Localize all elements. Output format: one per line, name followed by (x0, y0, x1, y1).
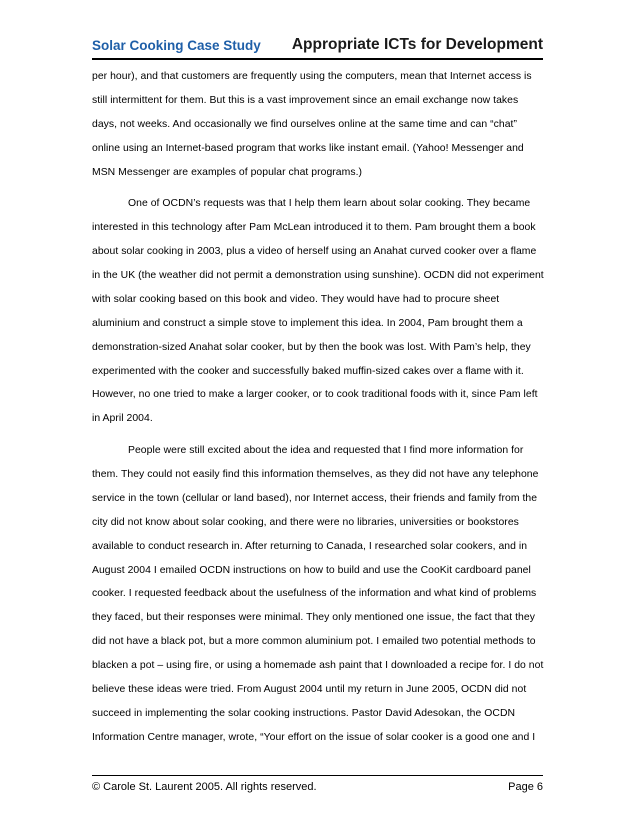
text-line: they faced, but their responses were minimal. They only mentioned one issue, the fact that they (92, 612, 535, 624)
text-line: in the UK (the weather did not permit a demonstration using sunshine). OCDN did not experiment (92, 270, 544, 282)
text-line: MSN Messenger are examples of popular chat programs.) (92, 166, 363, 178)
text-line: online using an Internet-based program that works like instant email. (Yahoo! Messenger and (92, 142, 524, 154)
text-line: aluminium and construct a simple stove to implement this idea. In 2004, Pam brought them a (92, 317, 523, 329)
text-line: believe these ideas were tried. From August 2004 until my return in June 2005, OCDN did not (92, 684, 527, 696)
text-line: with solar cooking based on this book and video. They would have had to procure sheet (92, 293, 500, 305)
text-line: One of OCDN’s requests was that I help them learn about solar cooking. They became (128, 198, 531, 210)
text-line: However, no one tried to make a larger cooker, or to cook traditional foods with it, since Pam left (92, 389, 538, 401)
text-line: available to conduct research in. After returning to Canada, I researched solar cookers, and in (92, 540, 528, 552)
text-line: People were still excited about the idea and requested that I find more information for (128, 445, 524, 457)
text-line: cooker. I requested feedback about the usefulness of the information and what kind of problems (92, 588, 537, 600)
text-line: city did not know about solar cooking, and there were no libraries, universities or bookstores (92, 516, 519, 528)
page-header (92, 36, 543, 60)
body-text (92, 65, 544, 750)
text-line: Information Centre manager, wrote, “Your effort on the issue of solar cooker is a good one and I (92, 731, 536, 743)
header-right-title: Appropriate ICTs for Development (291, 36, 543, 53)
text-line: about solar cooking in 2003, plus a video of herself using an Anahat curved cooker over a flame (92, 246, 537, 258)
text-line: them. They could not easily find this information themselves, as they did not have any telephone (92, 469, 539, 481)
text-line: August 2004 I emailed OCDN instructions on how to build and use the CooKit cardboard panel (92, 564, 531, 576)
text-line: blacken a pot – using fire, or using a homemade ash paint that I downloaded a recipe for. I do not (92, 660, 544, 672)
page-footer (92, 775, 543, 798)
text-line: still intermittent for them. But this is a vast improvement since an email exchange now takes (92, 94, 519, 106)
text-line: per hour), and that customers are frequently using the computers, mean that Internet access is (92, 71, 532, 82)
text-line: days, not weeks. And occasionally we find ourselves online at the same time and can “chat” (92, 118, 517, 130)
text-line: succeed in implementing the solar cooking instructions. Pastor David Adesokan, the OCDN (92, 707, 516, 719)
text-line: experimented with the cooker and successfully baked muffin-sized cakes over a flame with it. (92, 365, 524, 377)
text-line: did not have a black pot, but a more common aluminium pot. I emailed two potential methods to (92, 636, 536, 648)
footer-copyright: © Carole St. Laurent 2005. All rights reserved. (92, 781, 317, 793)
text-line: interested in this technology after Pam McLean introduced it to them. Pam brought them a book (92, 222, 536, 234)
text-line: service in the town (cellular or land based), nor Internet access, their friends and family from the (92, 492, 538, 504)
text-line: in April 2004. (92, 413, 153, 425)
text-line: demonstration-sized Anahat solar cooker, but by then the book was lost. With Pam’s help, they (92, 341, 531, 353)
page-number: Page 6 (508, 781, 543, 793)
header-left-title: Solar Cooking Case Study (92, 38, 261, 53)
